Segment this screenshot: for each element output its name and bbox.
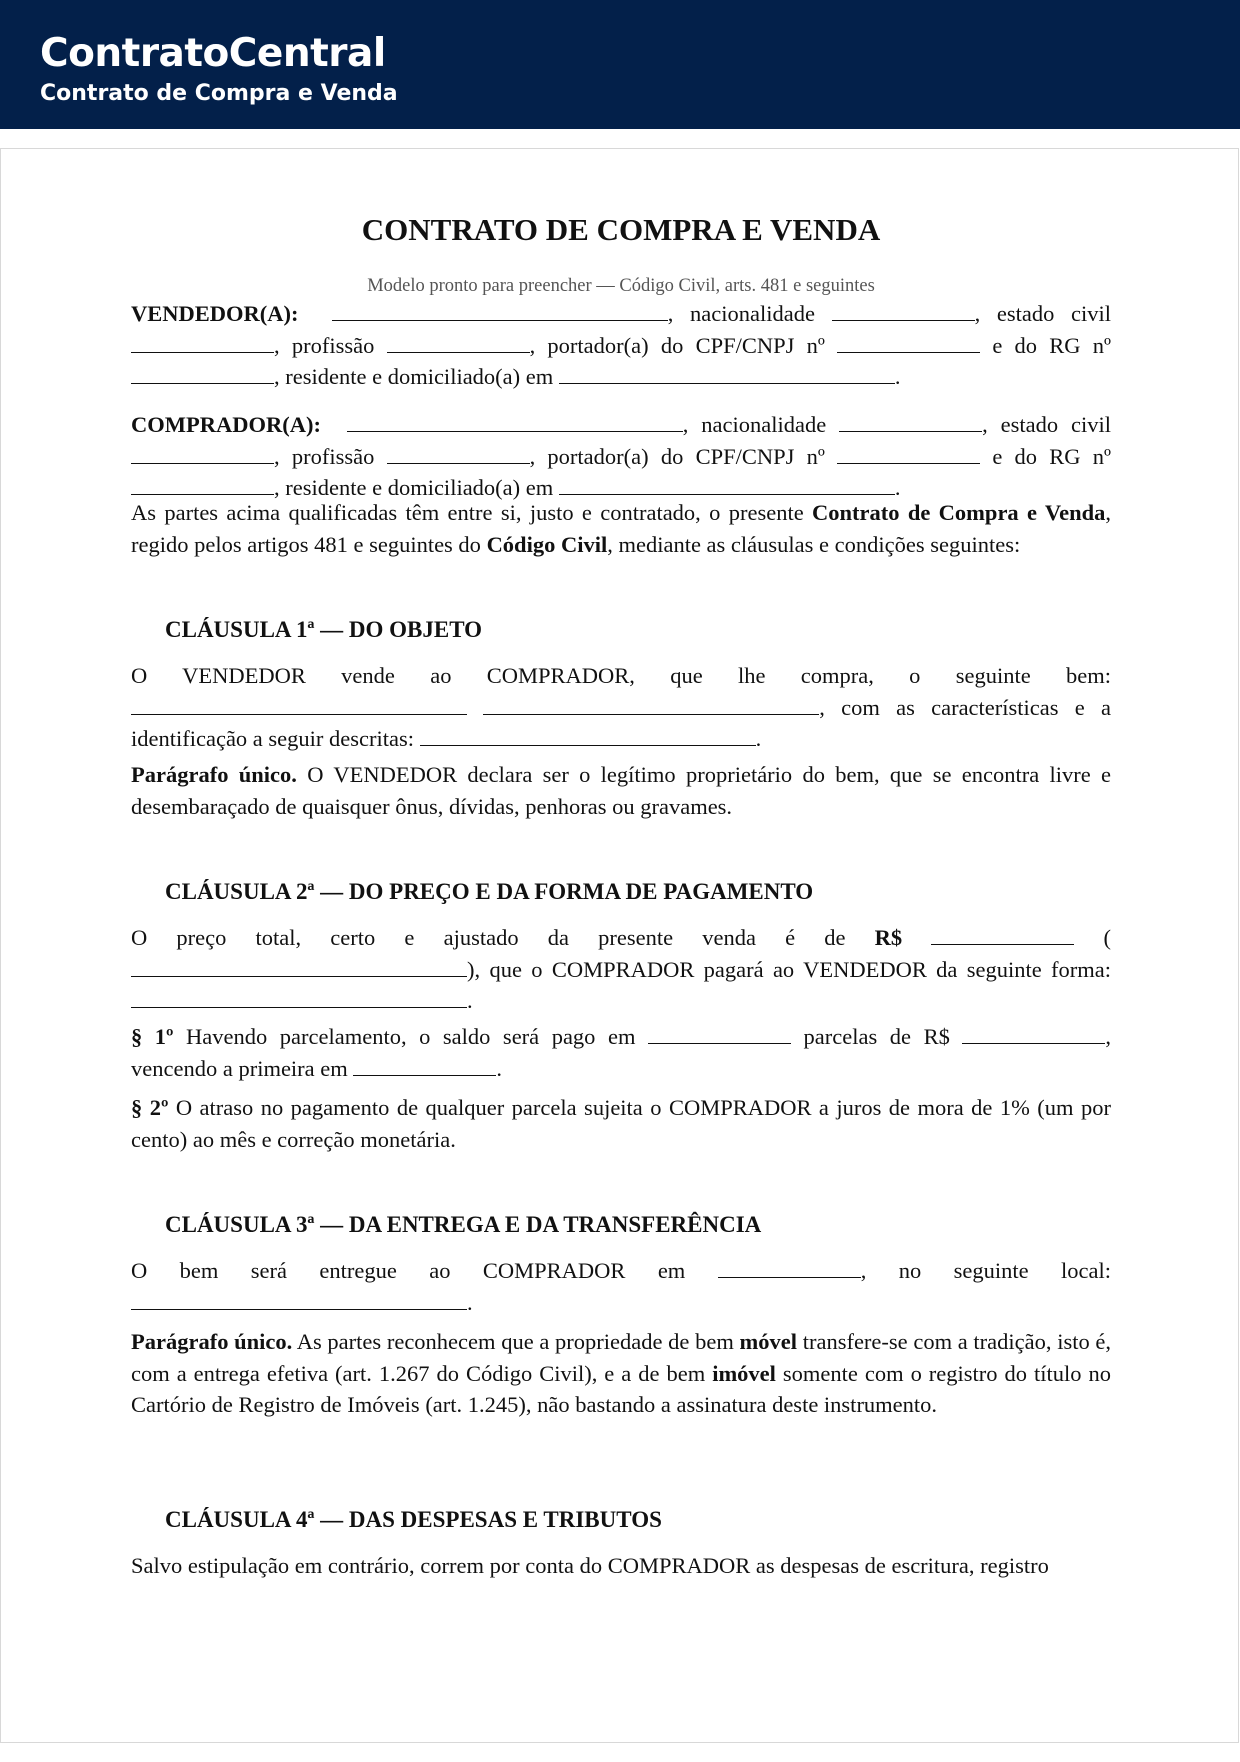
seller-cpf-blank[interactable] [837,330,980,353]
clause-2-p1-text-1: Havendo parcelamento, o saldo será pago em [173,1024,649,1049]
seller-rg-label: e do RG nº [992,332,1111,358]
buyer-rg-blank[interactable] [131,472,274,495]
buyer-label: COMPRADOR(A): [131,412,321,437]
buyer-profession-blank[interactable] [387,441,530,464]
object-blank-1[interactable] [131,692,467,715]
top-bar [0,0,1240,129]
clause-1-text-3: . [755,726,762,751]
clause-3-heading: CLÁUSULA 3ª — DA ENTREGA E DA TRANSFERÊNCIA [165,1212,762,1237]
clause-3-paragraph-text-3: somente com o registro do título no Cartório de Registro de Imóveis (art. 1.245), não bastando a assinatura deste instrumento. [131,1360,1111,1417]
clause-3-text [131,1255,1111,1318]
first-due-date-blank[interactable] [353,1053,496,1076]
clause-3-paragraph-text-2: transfere-se com a tradição, isto é, com a entrega efetiva (art. 1.267 do Código Civil), e a de bem [131,1329,1112,1386]
seller-profession-label: , profissão [274,332,375,358]
clause-1-sole-paragraph [131,759,1111,822]
seller-residence-blank[interactable] [559,361,895,384]
price-value-blank[interactable] [931,922,1074,945]
clause-3-text-2: , no seguinte local: [860,1258,1111,1283]
clause-1-paragraph-label: Parágrafo único. [131,762,297,787]
seller-rg-blank[interactable] [131,361,274,384]
clause-3-paragraph-text-1: As partes reconhecem que a propriedade de bem [292,1329,740,1354]
seller-name-blank[interactable] [332,298,668,321]
seller-qualification [131,298,1111,393]
clause-4-text [131,1550,1111,1582]
clause-2-heading: CLÁUSULA 2ª — DO PREÇO E DA FORMA DE PAGAMENTO [165,879,814,904]
delivery-date-blank[interactable] [718,1255,861,1278]
seller-nationality-blank[interactable] [832,298,975,321]
installments-count-blank[interactable] [648,1021,791,1044]
buyer-profession-label: , profissão [274,443,375,469]
intro-text-3: , mediante as cláusulas e condições seguintes: [607,531,1021,557]
price-words-blank[interactable] [131,954,467,977]
intro-bold-civil-code: Código Civil [486,531,608,557]
clause-1-text [131,660,1111,755]
document-sheet [0,148,1239,1743]
clause-2-p2-label: § 2º [131,1095,169,1120]
clause-4-text-1: Salvo estipulação em contrário, correm por conta do COMPRADOR as despesas de escritura, registro [131,1553,1049,1578]
buyer-cpf-blank[interactable] [837,441,980,464]
buyer-marital-label: , estado civil [982,412,1112,437]
buyer-marital-blank[interactable] [131,441,274,464]
seller-end: . [894,364,901,389]
document-subtitle: Modelo pronto para preencher — Código Civil, arts. 481 e seguintes [367,276,875,296]
header-subtitle: Contrato de Compra e Venda [40,81,398,106]
clause-4-heading: CLÁUSULA 4ª — DAS DESPESAS E TRIBUTOS [165,1507,662,1532]
clause-2-p1-text-2: parcelas de R$ [791,1024,963,1049]
intro-paragraph [131,497,1111,560]
buyer-name-blank[interactable] [347,409,683,432]
payment-form-blank[interactable] [131,985,467,1008]
clause-3-text-1: O bem será entregue ao COMPRADOR em [131,1258,718,1283]
buyer-nationality-label: , nacionalidade [682,412,827,437]
clause-3-bold-immovable: imóvel [712,1360,776,1386]
clause-1-text-2: , com as características e a identificação a seguir descritas: [131,694,1111,751]
brand-logo-text[interactable]: ContratoCentral [40,31,386,76]
installment-value-blank[interactable] [962,1021,1105,1044]
delivery-place-blank[interactable] [131,1287,467,1310]
seller-marital-label: , estado civil [974,301,1111,326]
seller-label: VENDEDOR(A): [131,301,299,326]
clause-2-text-2: ( [1103,925,1112,950]
buyer-rg-label: e do RG nº [992,443,1111,469]
clause-3-paragraph-label: Parágrafo único. [131,1329,293,1354]
buyer-residence-blank[interactable] [559,472,895,495]
buyer-qualification [131,409,1111,504]
clause-2-text-1: O preço total, certo e ajustado da presente venda é de [131,925,875,950]
buyer-nationality-blank[interactable] [839,409,982,432]
buyer-end: . [894,475,901,500]
document-title: CONTRATO DE COMPRA E VENDA [361,212,881,247]
price-currency: R$ [874,925,903,950]
buyer-residence-label: , residente e domiciliado(a) em [274,475,554,500]
clause-2-text-4: . [467,988,473,1013]
intro-bold-contract: Contrato de Compra e Venda [812,500,1106,525]
object-blank-2[interactable] [483,692,819,715]
clause-3-sole-paragraph [131,1326,1111,1421]
seller-nationality-label: , nacionalidade [667,301,815,326]
seller-cpf-label: , portador(a) do CPF/CNPJ nº [529,332,825,358]
clause-3-bold-movable: móvel [739,1329,798,1354]
seller-marital-blank[interactable] [131,330,274,353]
clause-2-text [131,922,1111,1017]
intro-text-2: , regido pelos artigos 481 e seguintes do [131,500,1111,557]
clause-2-p1-label: § 1º [131,1024,174,1049]
seller-profession-blank[interactable] [387,330,530,353]
intro-text-1: As partes acima qualificadas têm entre si, justo e contratado, o presente [131,500,813,525]
clause-2-paragraph-1 [131,1021,1111,1084]
clause-2-p1-text-4: . [496,1055,503,1081]
clause-3-text-3: . [467,1289,473,1315]
clause-1-paragraph-text: O VENDEDOR declara ser o legítimo proprietário do bem, que se encontra livre e desembaraçado de quaisquer ônus, dívidas, penhoras ou gravames. [131,762,1112,819]
clause-2-text-3: ), que o COMPRADOR pagará ao VENDEDOR da seguinte forma: [467,956,1111,982]
buyer-cpf-label: , portador(a) do CPF/CNPJ nº [529,443,825,469]
seller-residence-label: , residente e domiciliado(a) em [274,364,554,389]
clause-2-p1-text-3: , vencendo a primeira em [131,1024,1111,1081]
clause-2-p2-text: O atraso no pagamento de qualquer parcela sujeita o COMPRADOR a juros de mora de 1% (um por cento) ao mês e correção monetária. [131,1095,1111,1152]
clause-1-heading: CLÁUSULA 1ª — DO OBJETO [165,617,483,642]
object-description-blank[interactable] [420,723,756,746]
clause-2-paragraph-2 [131,1092,1111,1155]
clause-1-text-1: O VENDEDOR vende ao COMPRADOR, que lhe compra, o seguinte bem: [131,663,1111,688]
